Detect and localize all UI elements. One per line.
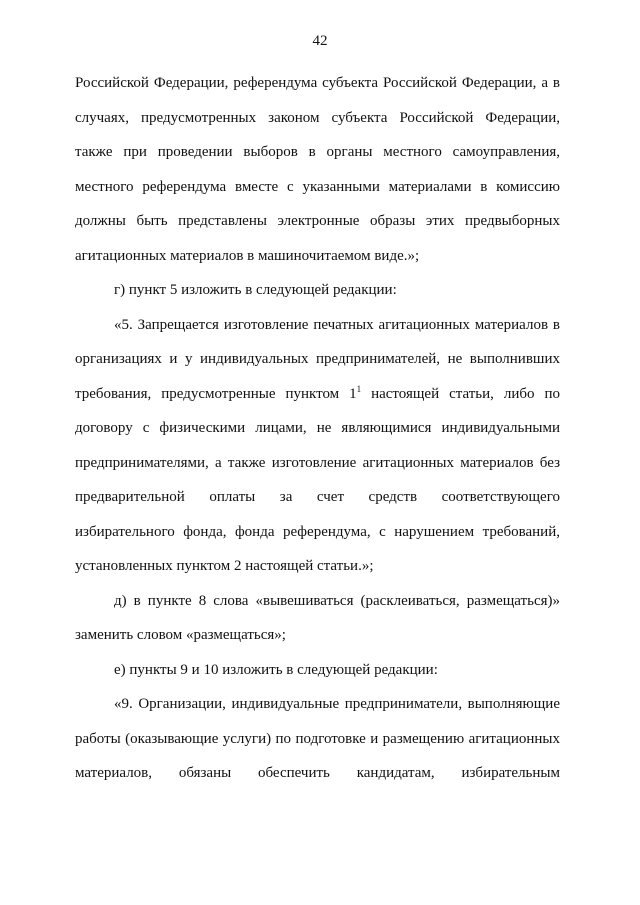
page-number: 42	[312, 33, 328, 49]
text-line: Российской Федерации, референдума субъекта Российской Федерации, а в	[75, 75, 560, 91]
paragraph-heading-g: г) пункт 5 изложить в следующей редакции:	[114, 282, 397, 298]
text-line: предварительной оплаты за счет средств соответствующего	[75, 489, 560, 505]
text-line: договору с физическими лицами, не являющимися индивидуальными	[75, 420, 560, 436]
text-line: должны быть представлены электронные образы этих предвыборных	[75, 213, 560, 229]
text-line: материалов, обязаны обеспечить кандидатам, избирательным	[75, 765, 560, 781]
text-line: заменить словом «размещаться»;	[75, 627, 286, 643]
text-line: «9. Организации, индивидуальные предприниматели, выполняющие	[114, 696, 560, 712]
text-line: также при проведении выборов в органы местного самоуправления,	[75, 144, 560, 160]
text-line: «5. Запрещается изготовление печатных агитационных материалов в	[114, 316, 560, 333]
text-line: организациях и у индивидуальных предпринимателей, не выполнивших	[75, 351, 560, 367]
text-segment: требования, предусмотренные пунктом 1	[75, 385, 357, 402]
text-line: случаях, предусмотренных законом субъекта Российской Федерации,	[75, 109, 560, 126]
text-line: предпринимателями, а также изготовление агитационных материалов без	[75, 454, 560, 471]
document-body	[75, 66, 560, 791]
text-line: установленных пунктом 2 настоящей статьи.»;	[75, 558, 374, 574]
text-line-with-superscript	[75, 377, 560, 412]
paragraph-heading-d: д) в пункте 8 слова «вывешиваться (расклеиваться, размещаться)»	[114, 592, 560, 609]
paragraph-heading-e: е) пункты 9 и 10 изложить в следующей редакции:	[114, 661, 438, 678]
text-line: агитационных материалов в машиночитаемом виде.»;	[75, 247, 420, 264]
text-line: работы (оказывающие услуги) по подготовке и размещению агитационных	[75, 730, 560, 747]
text-segment: настоящей статьи, либо по	[361, 385, 560, 402]
superscript: 1	[356, 383, 362, 394]
text-line: избирательного фонда, фонда референдума, с нарушением требований,	[75, 523, 560, 540]
text-line: местного референдума вместе с указанными материалами в комиссию	[75, 178, 560, 195]
